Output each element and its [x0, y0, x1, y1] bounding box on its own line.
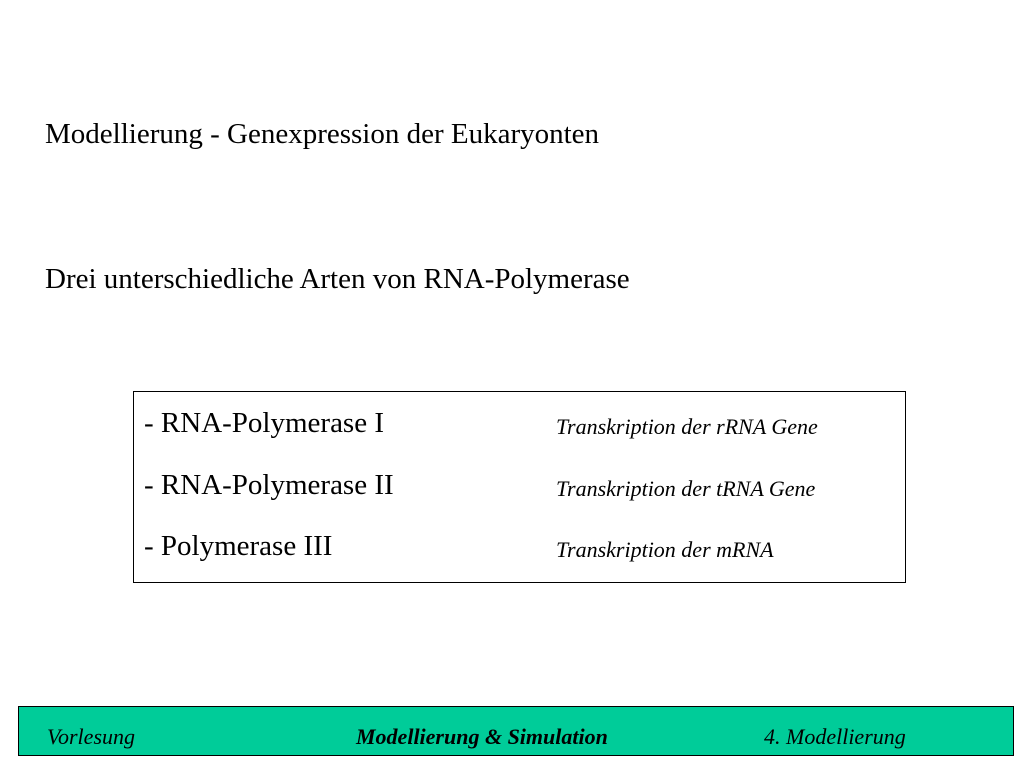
polymerase-name: - RNA-Polymerase I — [144, 407, 385, 439]
polymerase-description: Transkription der tRNA Gene — [556, 476, 816, 501]
slide-subtitle: Drei unterschiedliche Arten von RNA-Polymerase — [45, 263, 630, 295]
polymerase-name: - RNA-Polymerase II — [144, 469, 394, 501]
polymerase-box — [133, 391, 906, 583]
footer-course-title: Modellierung & Simulation — [356, 724, 608, 749]
polymerase-name: - Polymerase III — [144, 530, 333, 562]
footer-lecture-label: Vorlesung — [47, 724, 135, 749]
slide-title: Modellierung - Genexpression der Eukaryonten — [45, 118, 600, 150]
footer-chapter-label: 4. Modellierung — [764, 724, 906, 749]
polymerase-row — [144, 521, 904, 571]
polymerase-row — [144, 460, 904, 510]
footer-bar — [18, 706, 1014, 756]
polymerase-description: Transkription der mRNA — [556, 537, 774, 562]
polymerase-row — [144, 398, 904, 448]
polymerase-description: Transkription der rRNA Gene — [556, 414, 818, 439]
